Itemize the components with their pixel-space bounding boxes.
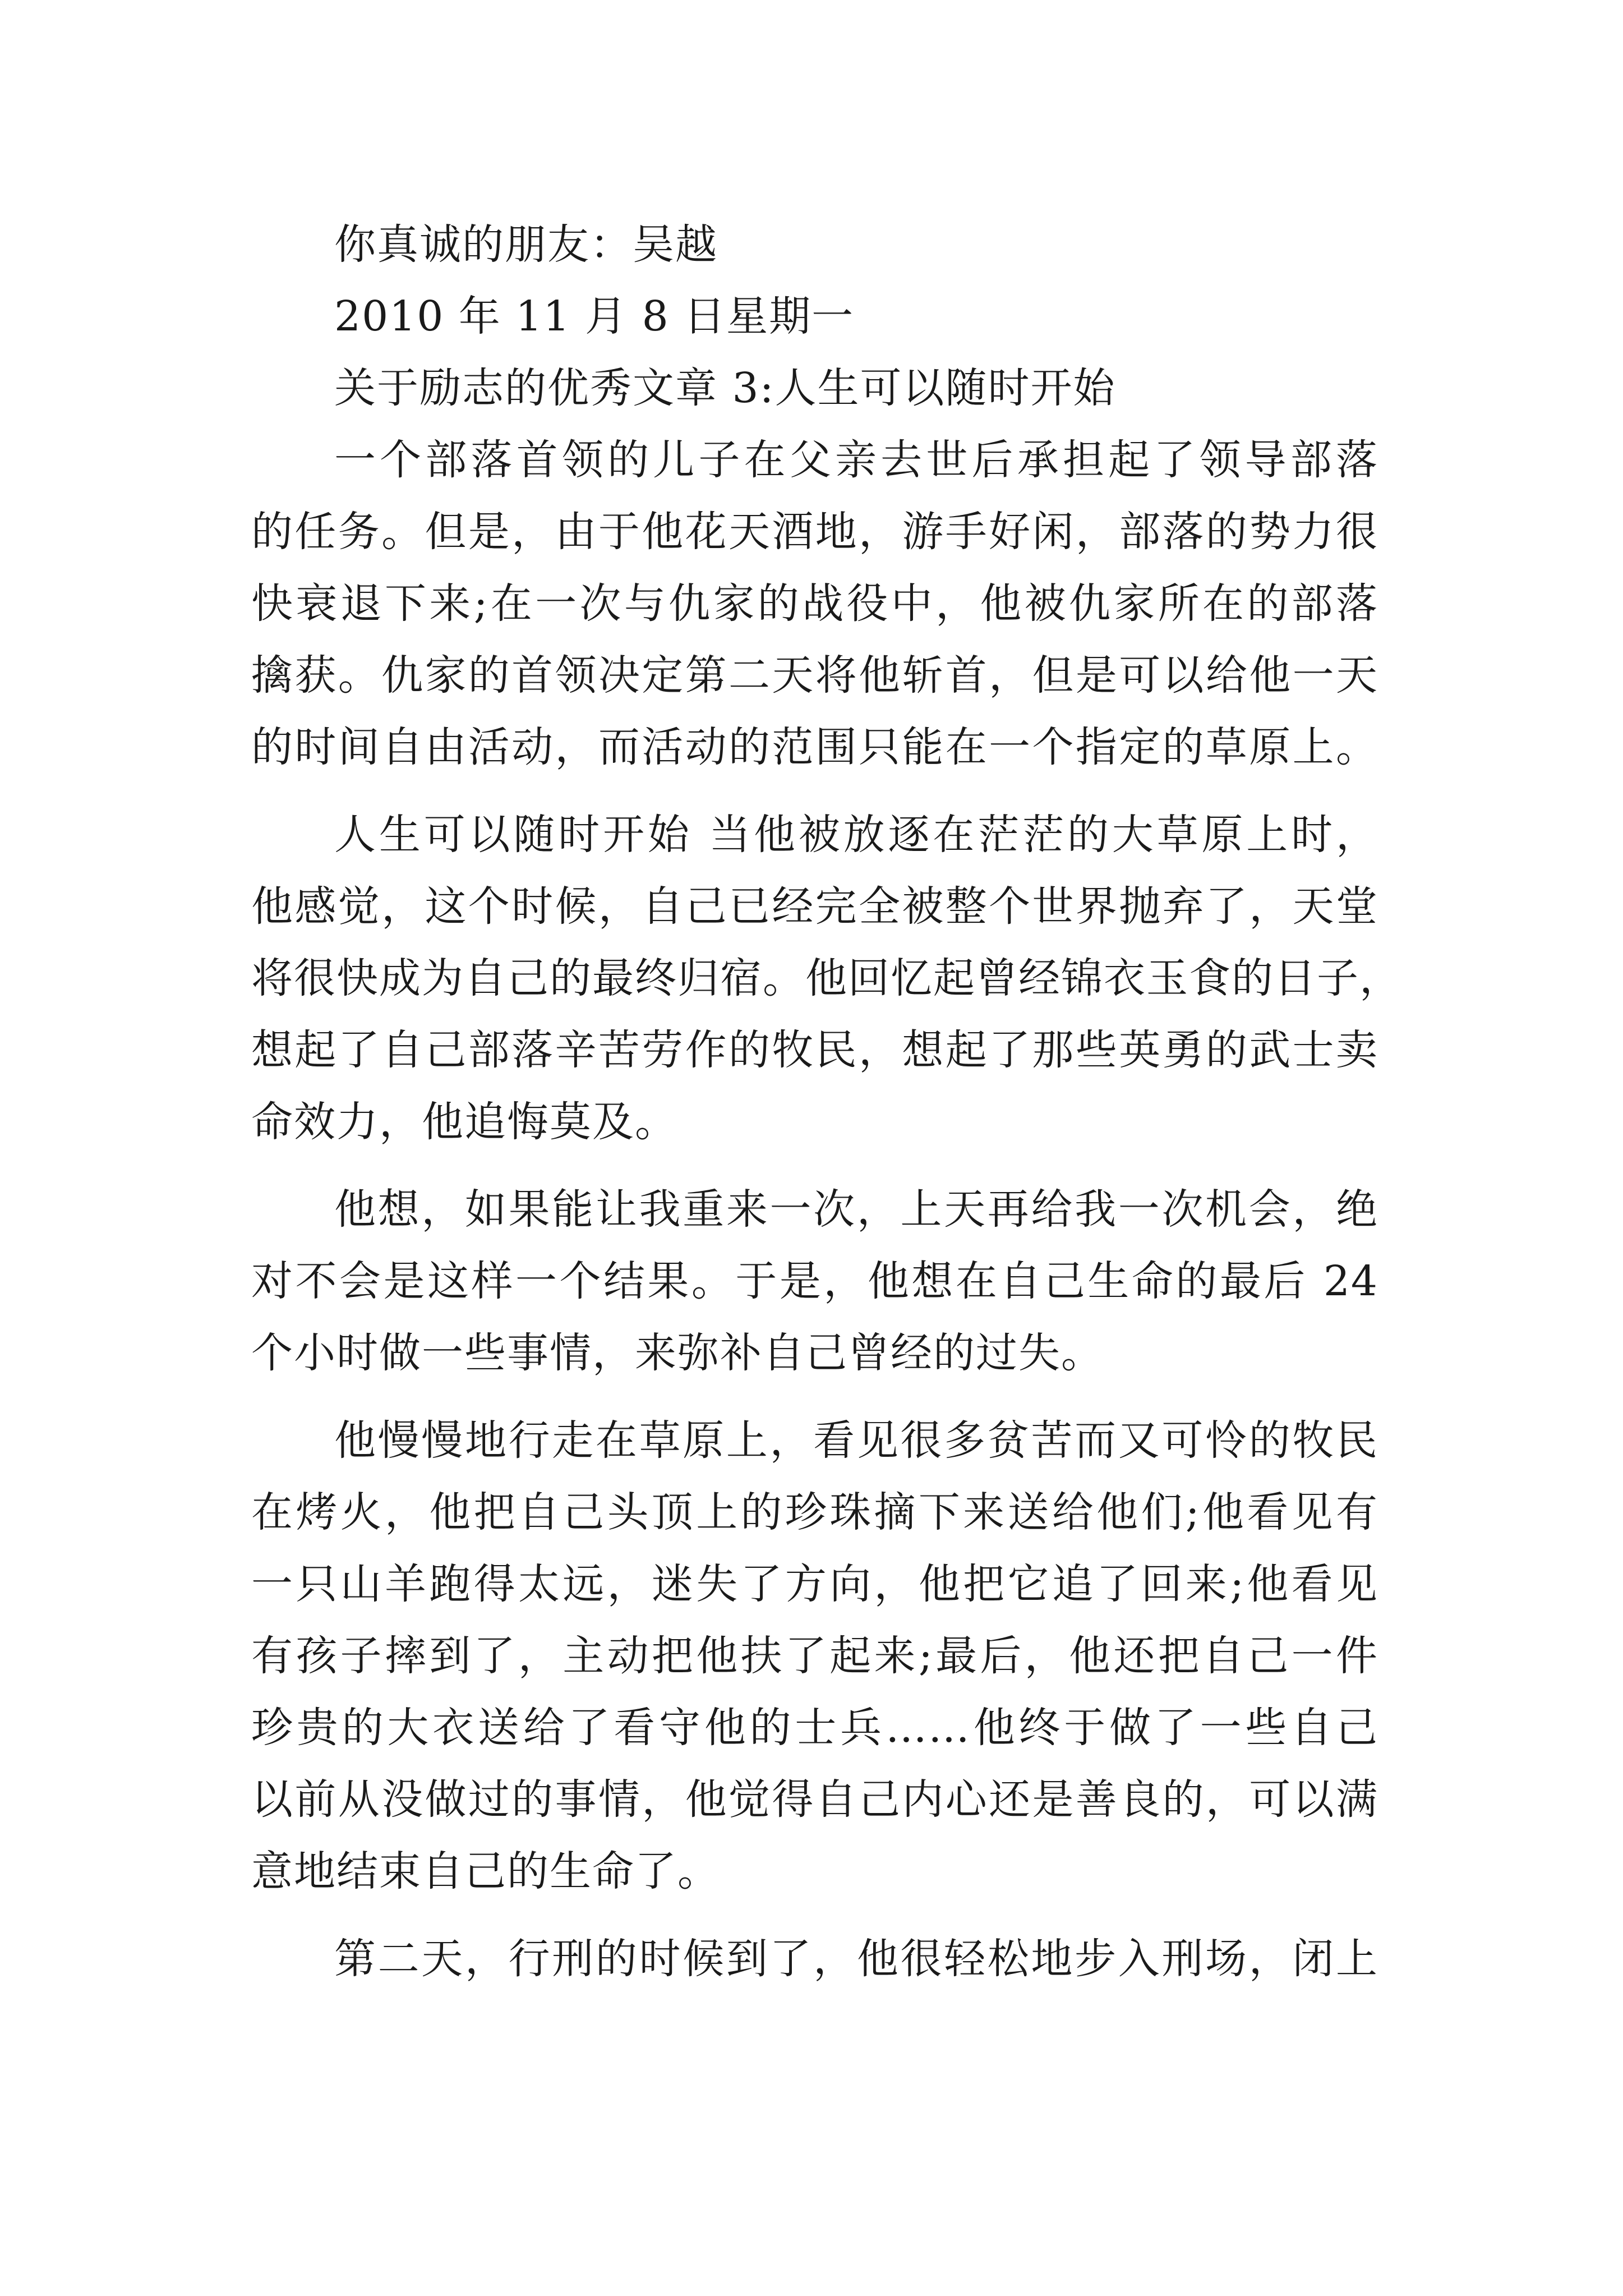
paragraph-line: 有孩子摔到了，主动把他扶了起来;最后，他还把自己一件: [251, 1632, 1378, 1680]
paragraph-line: 的时间自由活动，而活动的范围只能在一个指定的草原上。: [251, 723, 1378, 771]
paragraph-line: 人生可以随时开始 当他被放逐在茫茫的大草原上时，: [334, 811, 1378, 859]
paragraph-line: 想起了自己部落辛苦劳作的牧民，想起了那些英勇的武士卖: [251, 1026, 1378, 1074]
paragraph-2: [251, 799, 1402, 1158]
paragraph-line: 第二天，行刑的时候到了，他很轻松地步入刑场，闭上: [334, 1935, 1378, 1983]
date-line: 2010 年 11 月 8 日星期一: [334, 292, 855, 341]
paragraph-3: [251, 1174, 1378, 1389]
paragraph-line: 他感觉，这个时候，自己已经完全被整个世界抛弃了，天堂: [251, 882, 1378, 931]
paragraph-line: 他想，如果能让我重来一次，上天再给我一次机会，绝: [334, 1185, 1378, 1234]
paragraph-line: 一个部落首领的儿子在父亲去世后承担起了领导部落: [334, 436, 1378, 484]
article-heading: 关于励志的优秀文章 3:人生可以随时开始: [334, 364, 1116, 412]
paragraph-line: 一只山羊跑得太远，迷失了方向，他把它追了回来;他看见: [251, 1560, 1378, 1608]
paragraph-line: 将很快成为自己的最终归宿。他回忆起曾经锦衣玉食的日子，: [251, 954, 1402, 1002]
paragraph-line: 意地结束自己的生命了。: [251, 1847, 720, 1895]
paragraph-1: [251, 424, 1378, 783]
paragraph-5: [251, 1923, 1378, 1995]
paragraph-line: 擒获。仇家的首领决定第二天将他斩首，但是可以给他一天: [251, 651, 1378, 700]
paragraph-4: [251, 1405, 1378, 1907]
paragraph-line: 命效力，他追悔莫及。: [251, 1098, 677, 1146]
signature-line: 你真诚的朋友：吴越: [334, 220, 718, 269]
paragraph-line: 个小时做一些事情，来弥补自己曾经的过失。: [251, 1329, 1104, 1377]
paragraph-line: 对不会是这样一个结果。于是，他想在自己生命的最后 24: [251, 1257, 1378, 1305]
paragraph-line: 的任务。但是，由于他花天酒地，游手好闲，部落的势力很: [251, 508, 1378, 556]
paragraph-line: 他慢慢地行走在草原上，看见很多贫苦而又可怜的牧民: [334, 1416, 1378, 1465]
document-body: [251, 209, 1402, 1995]
paragraph-line: 以前从没做过的事情，他觉得自己内心还是善良的，可以满: [251, 1775, 1378, 1824]
paragraph-line: 珍贵的大衣送给了看守他的士兵……他终于做了一些自己: [251, 1704, 1378, 1752]
paragraph-line: 快衰退下来;在一次与仇家的战役中，他被仇家所在的部落: [251, 579, 1378, 628]
paragraph-line: 在烤火，他把自己头顶上的珍珠摘下来送给他们;他看见有: [251, 1488, 1378, 1536]
